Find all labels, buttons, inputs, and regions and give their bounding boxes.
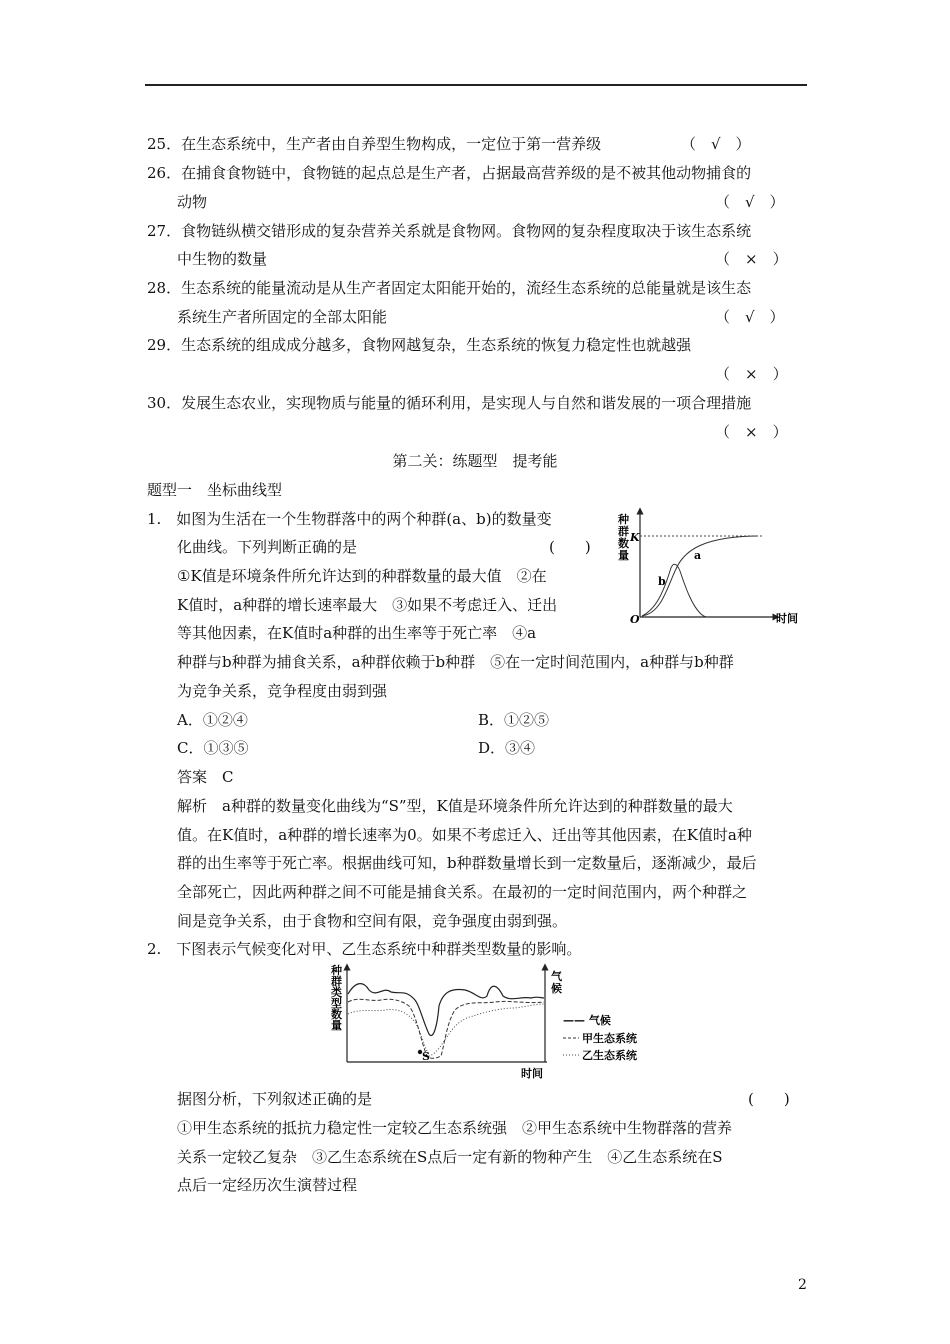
- q1-analysis-line3: 群的出生率等于死亡率。根据曲线可知，b种群数量增长到一定数量后，逐渐减少，最后: [177, 854, 757, 872]
- q1-curve-a-label: a: [694, 549, 702, 562]
- item-25-line1: 25．在生态系统中，生产者由自养型生物构成，一定位于第一营养级: [147, 135, 602, 153]
- item-30-line1: 30．发展生态农业，实现物质与能量的循环利用，是实现人与自然和谐发展的一项合理措施: [147, 394, 752, 412]
- section-title: 第二关：练题型 提考能: [392, 452, 558, 470]
- q2-right-label-1: 气: [551, 970, 562, 983]
- q1-stem-line3: ①K值是环境条件所允许达到的种群数量的最大值 ②在: [177, 567, 547, 585]
- q2-prompt: 据图分析，下列叙述正确的是: [177, 1090, 373, 1108]
- q1-stem-line6: 种群与b种群为捕食关系，a种群依赖于b种群 ⑤在一定时间范围内，a种群与b种群: [177, 653, 734, 671]
- q2-s-point-label: S: [422, 1050, 430, 1063]
- q1-population-figure: [608, 505, 813, 630]
- item-26-line2: 动物: [177, 193, 208, 211]
- item-25-mark: （ √ ）: [681, 135, 751, 153]
- q2-legend-climate: —— 气候: [563, 1014, 611, 1027]
- q2-y-label-2: 群: [331, 975, 342, 988]
- q2-y-label-3: 类: [331, 986, 342, 999]
- q1-stem-line5: 等其他因素，在K值时a种群的出生率等于死亡率 ④a: [177, 624, 537, 642]
- q1-analysis-line4: 全部死亡，因此两种群之间不可能是捕食关系。在最初的一定时间范围内，两个种群之: [177, 883, 748, 901]
- q1-analysis-line2: 值。在K值时，a种群的增长速率为0。如果不考虑迁入、迁出等其他因素，在K值时a种: [177, 826, 752, 844]
- q1-y-label-3: 数: [618, 537, 629, 550]
- q1-option-b: B．①②⑤: [478, 711, 550, 729]
- item-30-mark: （ × ）: [715, 423, 788, 441]
- q1-analysis-line1: 解析 a种群的数量变化曲线为“S”型，K值是环境条件所允许达到的种群数量的最大: [177, 797, 733, 815]
- item-29-line1: 29．生态系统的组成成分越多，食物网越复杂，生态系统的恢复力稳定性也就越强: [147, 336, 692, 354]
- item-28-line1: 28．生态系统的能量流动是从生产者固定太阳能开始的，流经生态系统的总能量就是该生态: [147, 279, 752, 297]
- q2-statement-line2: 关系一定较乙复杂 ③乙生态系统在S点后一定有新的物种产生 ④乙生态系统在S: [177, 1148, 723, 1166]
- q2-statement-line3: 点后一定经历次生演替过程: [177, 1176, 358, 1194]
- topic-heading: 题型一 坐标曲线型: [147, 481, 283, 499]
- item-27-line1: 27．食物链纵横交错形成的复杂营养关系就是食物网。食物网的复杂程度取决于该生态系统: [147, 222, 752, 240]
- q1-answer-paren: ( ): [549, 538, 591, 556]
- q1-y-label-1: 种: [618, 513, 629, 526]
- q2-x-label: 时间: [521, 1067, 543, 1080]
- q1-answer: 答案 C: [177, 768, 234, 786]
- q1-option-d: D．③④: [478, 739, 536, 757]
- q2-legend-jia: 甲生态系统: [582, 1032, 637, 1045]
- q1-option-c: C．①③⑤: [177, 739, 249, 757]
- q2-y-label-1: 种: [331, 964, 342, 977]
- q2-legend-yi: 乙生态系统: [582, 1049, 637, 1062]
- item-26-mark: （ √ ）: [715, 193, 785, 211]
- q1-k-label: K: [630, 531, 640, 544]
- q1-y-label-2: 群: [618, 525, 629, 538]
- item-28-mark: （ √ ）: [715, 308, 785, 326]
- q1-x-label: 时间: [776, 612, 798, 625]
- item-28-line2: 系统生产者所固定的全部太阳能: [177, 308, 388, 326]
- q1-stem-line1: 1. 如图为生活在一个生物群落中的两个种群(a、b)的数量变: [147, 510, 552, 528]
- q1-stem-line2: 化曲线。下列判断正确的是: [177, 538, 358, 556]
- q2-y-label-5: 数: [331, 1008, 342, 1021]
- q2-statement-line1: ①甲生态系统的抵抗力稳定性一定较乙生态系统强 ②甲生态系统中生物群落的营养: [177, 1119, 733, 1137]
- item-29-mark: （ × ）: [715, 365, 788, 383]
- q2-stem: 2. 下图表示气候变化对甲、乙生态系统中种群类型数量的影响。: [147, 940, 582, 958]
- q1-option-a: A．①②④: [177, 711, 248, 729]
- header-rule: [145, 84, 807, 86]
- q1-origin-label: O: [630, 613, 640, 626]
- item-27-mark: （ × ）: [715, 250, 788, 268]
- q2-climate-figure: [325, 962, 670, 1082]
- q1-curve-b-label: b: [658, 575, 666, 588]
- q1-stem-line7: 为竞争关系，竞争程度由弱到强: [177, 682, 388, 700]
- q1-stem-line4: K值时，a种群的增长速率最大 ③如果不考虑迁入、迁出: [177, 596, 558, 614]
- page-number: 2: [798, 1277, 807, 1293]
- q2-y-label-4: 型: [331, 997, 342, 1010]
- q2-y-label-6: 量: [331, 1019, 342, 1032]
- q2-answer-paren: ( ): [748, 1090, 790, 1108]
- item-26-line1: 26．在捕食食物链中，食物链的起点总是生产者，占据最高营养级的是不被其他动物捕食的: [147, 164, 752, 182]
- q1-analysis-line5: 间是竞争关系，由于食物和空间有限，竞争强度由弱到强。: [177, 912, 568, 930]
- q1-y-label-4: 量: [618, 549, 629, 562]
- q2-right-label-2: 候: [551, 982, 562, 995]
- item-27-line2: 中生物的数量: [177, 250, 268, 268]
